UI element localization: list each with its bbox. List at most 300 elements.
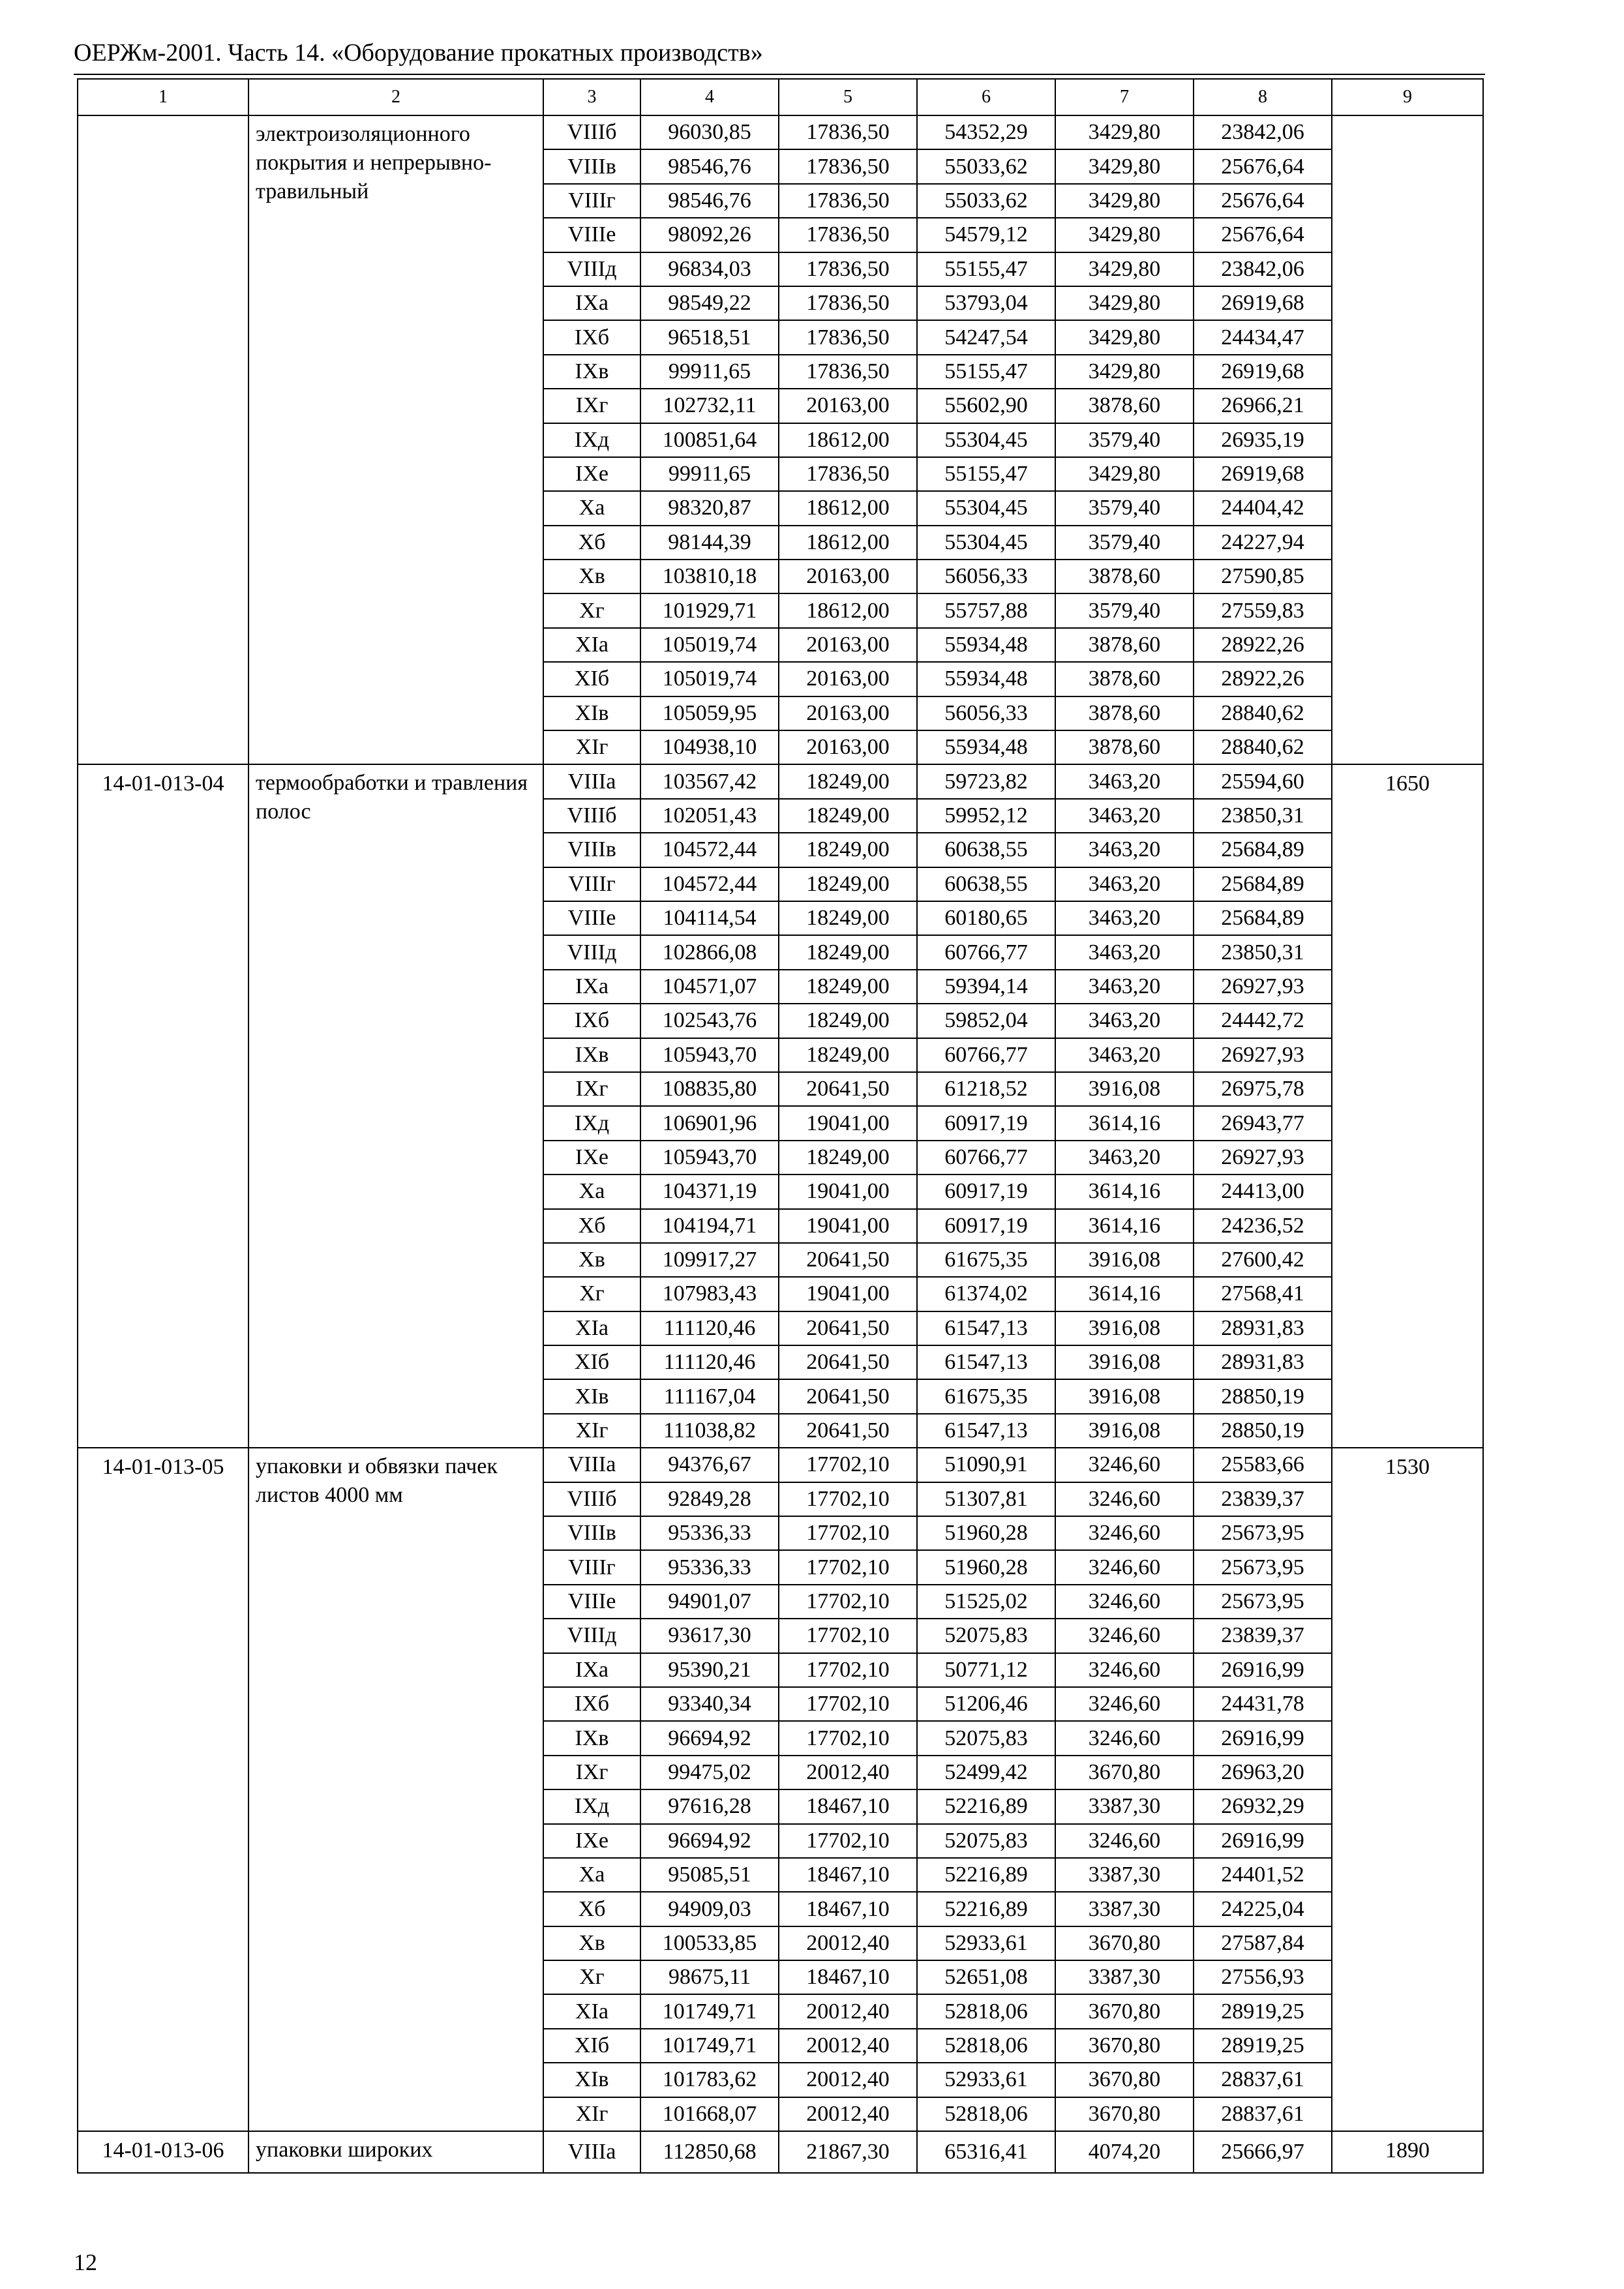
- machines-cell: 59852,04: [917, 1004, 1055, 1038]
- machines-cell: 51090,91: [917, 1448, 1055, 1482]
- wages-cell: 20163,00: [779, 730, 917, 764]
- region-cell: VIIIв: [543, 833, 640, 867]
- machines-cell: 55033,62: [917, 184, 1055, 218]
- total-cell: 96518,51: [640, 320, 779, 354]
- total-cell: 104194,71: [640, 1209, 779, 1243]
- materials-cell: 24225,04: [1194, 1892, 1332, 1926]
- materials-cell: 27600,42: [1194, 1243, 1332, 1277]
- item-name-cell: упаковки широких: [248, 2131, 543, 2173]
- total-cell: 111120,46: [640, 1311, 779, 1345]
- materials-cell: 26916,99: [1194, 1721, 1332, 1755]
- region-cell: XIа: [543, 1311, 640, 1345]
- region-cell: IXг: [543, 1072, 640, 1106]
- wages-cell: 20163,00: [779, 389, 917, 423]
- page-number: 12: [74, 2249, 97, 2275]
- column-9-cell: 1890: [1332, 2131, 1483, 2173]
- materials-cell: 26935,19: [1194, 423, 1332, 457]
- machinist-wages-cell: 3916,08: [1055, 1414, 1194, 1448]
- machinist-wages-cell: 3670,80: [1055, 2063, 1194, 2097]
- materials-cell: 23850,31: [1194, 799, 1332, 833]
- machinist-wages-cell: 3614,16: [1055, 1106, 1194, 1140]
- materials-cell: 25673,95: [1194, 1550, 1332, 1584]
- wages-cell: 17702,10: [779, 1824, 917, 1858]
- wages-cell: 18249,00: [779, 1004, 917, 1038]
- total-cell: 102051,43: [640, 799, 779, 833]
- column-header: 2: [248, 79, 543, 115]
- region-cell: XIв: [543, 696, 640, 730]
- machinist-wages-cell: 3670,80: [1055, 1756, 1194, 1789]
- total-cell: 97616,28: [640, 1789, 779, 1823]
- wages-cell: 20641,50: [779, 1379, 917, 1413]
- total-cell: 98144,39: [640, 526, 779, 560]
- machinist-wages-cell: 3916,08: [1055, 1345, 1194, 1379]
- materials-cell: 28919,25: [1194, 2029, 1332, 2063]
- machinist-wages-cell: 3246,60: [1055, 1687, 1194, 1721]
- machinist-wages-cell: 3579,40: [1055, 423, 1194, 457]
- wages-cell: 17836,50: [779, 218, 917, 252]
- machinist-wages-cell: 3387,30: [1055, 1892, 1194, 1926]
- header-rule: [74, 74, 1485, 75]
- wages-cell: 20641,50: [779, 1311, 917, 1345]
- column-header: 1: [78, 79, 248, 115]
- materials-cell: 26927,93: [1194, 1038, 1332, 1072]
- total-cell: 101749,71: [640, 2029, 779, 2063]
- wages-cell: 18249,00: [779, 764, 917, 798]
- materials-cell: 24434,47: [1194, 320, 1332, 354]
- region-cell: VIIIв: [543, 1516, 640, 1550]
- machines-cell: 52075,83: [917, 1824, 1055, 1858]
- machinist-wages-cell: 3429,80: [1055, 457, 1194, 491]
- materials-cell: 26975,78: [1194, 1072, 1332, 1106]
- materials-cell: 25684,89: [1194, 901, 1332, 935]
- total-cell: 101668,07: [640, 2097, 779, 2131]
- machinist-wages-cell: 3463,20: [1055, 935, 1194, 969]
- materials-cell: 28840,62: [1194, 696, 1332, 730]
- item-name-cell: термообработки и травления полос: [248, 764, 543, 1448]
- wages-cell: 17836,50: [779, 286, 917, 320]
- machines-cell: 54579,12: [917, 218, 1055, 252]
- machines-cell: 55155,47: [917, 252, 1055, 286]
- materials-cell: 28931,83: [1194, 1345, 1332, 1379]
- materials-cell: 23839,37: [1194, 1619, 1332, 1653]
- total-cell: 101929,71: [640, 593, 779, 627]
- machines-cell: 50771,12: [917, 1653, 1055, 1687]
- region-cell: IXг: [543, 1756, 640, 1789]
- wages-cell: 18467,10: [779, 1858, 917, 1892]
- machinist-wages-cell: 3429,80: [1055, 149, 1194, 183]
- region-cell: VIIIе: [543, 1585, 640, 1619]
- materials-cell: 27590,85: [1194, 560, 1332, 593]
- wages-cell: 20163,00: [779, 560, 917, 593]
- materials-cell: 23839,37: [1194, 1482, 1332, 1516]
- wages-cell: 18612,00: [779, 491, 917, 525]
- machinist-wages-cell: 3463,20: [1055, 1004, 1194, 1038]
- machines-cell: 53793,04: [917, 286, 1055, 320]
- machinist-wages-cell: 3387,30: [1055, 1858, 1194, 1892]
- machines-cell: 60180,65: [917, 901, 1055, 935]
- materials-cell: 25673,95: [1194, 1585, 1332, 1619]
- machinist-wages-cell: 3579,40: [1055, 593, 1194, 627]
- wages-cell: 17836,50: [779, 115, 917, 149]
- materials-cell: 25673,95: [1194, 1516, 1332, 1550]
- machines-cell: 55155,47: [917, 457, 1055, 491]
- machinist-wages-cell: 3246,60: [1055, 1585, 1194, 1619]
- table-row: [78, 2131, 1483, 2173]
- machinist-wages-cell: 3246,60: [1055, 1721, 1194, 1755]
- machinist-wages-cell: 3246,60: [1055, 1482, 1194, 1516]
- wages-cell: 18612,00: [779, 526, 917, 560]
- machines-cell: 55155,47: [917, 355, 1055, 389]
- machines-cell: 52818,06: [917, 2029, 1055, 2063]
- total-cell: 98320,87: [640, 491, 779, 525]
- materials-cell: 25583,66: [1194, 1448, 1332, 1482]
- column-9-cell: 1650: [1332, 764, 1483, 1448]
- total-cell: 106901,96: [640, 1106, 779, 1140]
- wages-cell: 17836,50: [779, 149, 917, 183]
- wages-cell: 18612,00: [779, 593, 917, 627]
- region-cell: IXв: [543, 1038, 640, 1072]
- materials-cell: 26943,77: [1194, 1106, 1332, 1140]
- machines-cell: 52933,61: [917, 2063, 1055, 2097]
- region-cell: Xг: [543, 1960, 640, 1994]
- machinist-wages-cell: 3670,80: [1055, 2097, 1194, 2131]
- machinist-wages-cell: 3878,60: [1055, 560, 1194, 593]
- region-cell: IXе: [543, 1141, 640, 1174]
- machines-cell: 55934,48: [917, 730, 1055, 764]
- materials-cell: 26927,93: [1194, 1141, 1332, 1174]
- machinist-wages-cell: 3463,20: [1055, 1141, 1194, 1174]
- machines-cell: 51960,28: [917, 1550, 1055, 1584]
- total-cell: 95085,51: [640, 1858, 779, 1892]
- wages-cell: 19041,00: [779, 1174, 917, 1208]
- materials-cell: 26919,68: [1194, 355, 1332, 389]
- machines-cell: 61547,13: [917, 1414, 1055, 1448]
- machinist-wages-cell: 3878,60: [1055, 696, 1194, 730]
- machinist-wages-cell: 3916,08: [1055, 1311, 1194, 1345]
- wages-cell: 18249,00: [779, 970, 917, 1004]
- column-header: 7: [1055, 79, 1194, 115]
- materials-cell: 28922,26: [1194, 662, 1332, 696]
- region-cell: IXб: [543, 1687, 640, 1721]
- region-cell: XIа: [543, 1994, 640, 2028]
- machinist-wages-cell: 3878,60: [1055, 730, 1194, 764]
- machinist-wages-cell: 3246,60: [1055, 1448, 1194, 1482]
- total-cell: 96694,92: [640, 1721, 779, 1755]
- wages-cell: 17702,10: [779, 1482, 917, 1516]
- page-header: ОЕРЖм-2001. Часть 14. «Оборудование прокатных производств»: [74, 39, 763, 67]
- materials-cell: 27568,41: [1194, 1277, 1332, 1311]
- total-cell: 103567,42: [640, 764, 779, 798]
- total-cell: 104371,19: [640, 1174, 779, 1208]
- wages-cell: 18249,00: [779, 1141, 917, 1174]
- machinist-wages-cell: 3670,80: [1055, 1926, 1194, 1960]
- total-cell: 111038,82: [640, 1414, 779, 1448]
- machines-cell: 61547,13: [917, 1345, 1055, 1379]
- machines-cell: 55602,90: [917, 389, 1055, 423]
- region-cell: IXа: [543, 970, 640, 1004]
- machinist-wages-cell: 3916,08: [1055, 1379, 1194, 1413]
- region-cell: Xв: [543, 1926, 640, 1960]
- region-cell: IXд: [543, 423, 640, 457]
- region-cell: Xа: [543, 491, 640, 525]
- total-cell: 105019,74: [640, 662, 779, 696]
- machinist-wages-cell: 3463,20: [1055, 799, 1194, 833]
- machines-cell: 54247,54: [917, 320, 1055, 354]
- column-9-cell: 1530: [1332, 1448, 1483, 2131]
- item-code-cell: 14-01-013-06: [78, 2131, 248, 2173]
- materials-cell: 27556,93: [1194, 1960, 1332, 1994]
- machinist-wages-cell: 3246,60: [1055, 1653, 1194, 1687]
- materials-cell: 25676,64: [1194, 149, 1332, 183]
- wages-cell: 18467,10: [779, 1789, 917, 1823]
- total-cell: 104938,10: [640, 730, 779, 764]
- machinist-wages-cell: 3246,60: [1055, 1824, 1194, 1858]
- wages-cell: 18467,10: [779, 1892, 917, 1926]
- machinist-wages-cell: 3429,80: [1055, 286, 1194, 320]
- wages-cell: 20012,40: [779, 2097, 917, 2131]
- region-cell: VIIIг: [543, 1550, 640, 1584]
- column-header: 9: [1332, 79, 1483, 115]
- machines-cell: 52075,83: [917, 1721, 1055, 1755]
- wages-cell: 18249,00: [779, 935, 917, 969]
- total-cell: 104572,44: [640, 867, 779, 901]
- wages-cell: 17836,50: [779, 252, 917, 286]
- materials-cell: 25666,97: [1194, 2131, 1332, 2173]
- total-cell: 105943,70: [640, 1038, 779, 1072]
- machinist-wages-cell: 3916,08: [1055, 1072, 1194, 1106]
- machines-cell: 52499,42: [917, 1756, 1055, 1789]
- total-cell: 96694,92: [640, 1824, 779, 1858]
- wages-cell: 17836,50: [779, 457, 917, 491]
- machines-cell: 55304,45: [917, 423, 1055, 457]
- total-cell: 96834,03: [640, 252, 779, 286]
- materials-cell: 28840,62: [1194, 730, 1332, 764]
- machines-cell: 60766,77: [917, 935, 1055, 969]
- materials-cell: 25684,89: [1194, 833, 1332, 867]
- total-cell: 96030,85: [640, 115, 779, 149]
- machines-cell: 55934,48: [917, 628, 1055, 662]
- materials-cell: 26966,21: [1194, 389, 1332, 423]
- region-cell: IXд: [543, 1106, 640, 1140]
- machines-cell: 52818,06: [917, 1994, 1055, 2028]
- region-cell: IXв: [543, 1721, 640, 1755]
- materials-cell: 25684,89: [1194, 867, 1332, 901]
- materials-cell: 27587,84: [1194, 1926, 1332, 1960]
- materials-cell: 24413,00: [1194, 1174, 1332, 1208]
- wages-cell: 21867,30: [779, 2131, 917, 2173]
- machines-cell: 59952,12: [917, 799, 1055, 833]
- wages-cell: 20012,40: [779, 1926, 917, 1960]
- column-header: 8: [1194, 79, 1332, 115]
- item-name-cell: электроизоляционного покрытия и непрерывно-травильный: [248, 115, 543, 764]
- machinist-wages-cell: 3670,80: [1055, 1994, 1194, 2028]
- total-cell: 98546,76: [640, 149, 779, 183]
- region-cell: XIг: [543, 730, 640, 764]
- machinist-wages-cell: 3463,20: [1055, 970, 1194, 1004]
- wages-cell: 19041,00: [779, 1106, 917, 1140]
- machines-cell: 60917,19: [917, 1209, 1055, 1243]
- total-cell: 102866,08: [640, 935, 779, 969]
- machines-cell: 61675,35: [917, 1243, 1055, 1277]
- machines-cell: 61675,35: [917, 1379, 1055, 1413]
- materials-cell: 28922,26: [1194, 628, 1332, 662]
- machines-cell: 61374,02: [917, 1277, 1055, 1311]
- total-cell: 100533,85: [640, 1926, 779, 1960]
- machines-cell: 55934,48: [917, 662, 1055, 696]
- wages-cell: 18249,00: [779, 833, 917, 867]
- wages-cell: 20163,00: [779, 628, 917, 662]
- machines-cell: 52651,08: [917, 1960, 1055, 1994]
- machines-cell: 52818,06: [917, 2097, 1055, 2131]
- wages-cell: 17702,10: [779, 1687, 917, 1721]
- region-cell: IXб: [543, 1004, 640, 1038]
- materials-cell: 25676,64: [1194, 218, 1332, 252]
- machines-cell: 55033,62: [917, 149, 1055, 183]
- materials-cell: 23850,31: [1194, 935, 1332, 969]
- region-cell: VIIIд: [543, 252, 640, 286]
- region-cell: XIв: [543, 1379, 640, 1413]
- wages-cell: 17702,10: [779, 1721, 917, 1755]
- wages-cell: 18249,00: [779, 901, 917, 935]
- total-cell: 94901,07: [640, 1585, 779, 1619]
- materials-cell: 24227,94: [1194, 526, 1332, 560]
- machines-cell: 59723,82: [917, 764, 1055, 798]
- machinist-wages-cell: 3579,40: [1055, 526, 1194, 560]
- materials-cell: 23842,06: [1194, 252, 1332, 286]
- region-cell: VIIIа: [543, 2131, 640, 2173]
- wages-cell: 17702,10: [779, 1516, 917, 1550]
- region-cell: VIIIб: [543, 1482, 640, 1516]
- column-header: 3: [543, 79, 640, 115]
- machines-cell: 61218,52: [917, 1072, 1055, 1106]
- region-cell: IXа: [543, 1653, 640, 1687]
- region-cell: IXд: [543, 1789, 640, 1823]
- wages-cell: 20012,40: [779, 2029, 917, 2063]
- table-row: [78, 764, 1483, 798]
- machines-cell: 55304,45: [917, 491, 1055, 525]
- machinist-wages-cell: 3429,80: [1055, 115, 1194, 149]
- materials-cell: 26932,29: [1194, 1789, 1332, 1823]
- wages-cell: 19041,00: [779, 1277, 917, 1311]
- region-cell: XIб: [543, 1345, 640, 1379]
- total-cell: 92849,28: [640, 1482, 779, 1516]
- wages-cell: 18612,00: [779, 423, 917, 457]
- wages-cell: 17836,50: [779, 184, 917, 218]
- region-cell: IXг: [543, 389, 640, 423]
- wages-cell: 20641,50: [779, 1243, 917, 1277]
- region-cell: XIг: [543, 1414, 640, 1448]
- region-cell: VIIIд: [543, 1619, 640, 1653]
- region-cell: VIIIе: [543, 901, 640, 935]
- machinist-wages-cell: 3878,60: [1055, 628, 1194, 662]
- machinist-wages-cell: 3614,16: [1055, 1209, 1194, 1243]
- machinist-wages-cell: 3429,80: [1055, 218, 1194, 252]
- total-cell: 93340,34: [640, 1687, 779, 1721]
- materials-cell: 28931,83: [1194, 1311, 1332, 1345]
- machinist-wages-cell: 3614,16: [1055, 1277, 1194, 1311]
- total-cell: 94909,03: [640, 1892, 779, 1926]
- machines-cell: 52216,89: [917, 1858, 1055, 1892]
- total-cell: 98546,76: [640, 184, 779, 218]
- region-cell: XIб: [543, 2029, 640, 2063]
- region-cell: Xб: [543, 1209, 640, 1243]
- wages-cell: 20641,50: [779, 1072, 917, 1106]
- region-cell: Xг: [543, 1277, 640, 1311]
- region-cell: VIIIа: [543, 764, 640, 798]
- total-cell: 95336,33: [640, 1550, 779, 1584]
- wages-cell: 20012,40: [779, 1994, 917, 2028]
- column-9-cell: [1332, 115, 1483, 764]
- machinist-wages-cell: 3463,20: [1055, 833, 1194, 867]
- materials-cell: 26916,99: [1194, 1824, 1332, 1858]
- materials-cell: 26916,99: [1194, 1653, 1332, 1687]
- materials-cell: 24404,42: [1194, 491, 1332, 525]
- machines-cell: 52216,89: [917, 1892, 1055, 1926]
- wages-cell: 20012,40: [779, 1756, 917, 1789]
- total-cell: 98675,11: [640, 1960, 779, 1994]
- machinist-wages-cell: 3670,80: [1055, 2029, 1194, 2063]
- region-cell: XIв: [543, 2063, 640, 2097]
- total-cell: 102543,76: [640, 1004, 779, 1038]
- machines-cell: 60917,19: [917, 1174, 1055, 1208]
- total-cell: 108835,80: [640, 1072, 779, 1106]
- region-cell: VIIIг: [543, 184, 640, 218]
- machinist-wages-cell: 3387,30: [1055, 1960, 1194, 1994]
- region-cell: Xб: [543, 526, 640, 560]
- region-cell: XIг: [543, 2097, 640, 2131]
- machinist-wages-cell: 3916,08: [1055, 1243, 1194, 1277]
- total-cell: 99911,65: [640, 457, 779, 491]
- region-cell: VIIIг: [543, 867, 640, 901]
- total-cell: 103810,18: [640, 560, 779, 593]
- total-cell: 98092,26: [640, 218, 779, 252]
- materials-cell: 26919,68: [1194, 286, 1332, 320]
- machines-cell: 55757,88: [917, 593, 1055, 627]
- materials-cell: 28850,19: [1194, 1379, 1332, 1413]
- item-code-cell: 14-01-013-04: [78, 764, 248, 1448]
- machines-cell: 61547,13: [917, 1311, 1055, 1345]
- wages-cell: 18249,00: [779, 1038, 917, 1072]
- machinist-wages-cell: 3878,60: [1055, 662, 1194, 696]
- wages-cell: 17836,50: [779, 320, 917, 354]
- region-cell: IXа: [543, 286, 640, 320]
- region-cell: Xв: [543, 1243, 640, 1277]
- machinist-wages-cell: 3246,60: [1055, 1619, 1194, 1653]
- region-cell: VIIIв: [543, 149, 640, 183]
- materials-cell: 24431,78: [1194, 1687, 1332, 1721]
- machinist-wages-cell: 3246,60: [1055, 1550, 1194, 1584]
- machines-cell: 60766,77: [917, 1038, 1055, 1072]
- table-row: [78, 1448, 1483, 1482]
- wages-cell: 20641,50: [779, 1345, 917, 1379]
- machines-cell: 65316,41: [917, 2131, 1055, 2173]
- total-cell: 111120,46: [640, 1345, 779, 1379]
- item-name-cell: упаковки и обвязки пачек листов 4000 мм: [248, 1448, 543, 2131]
- machines-cell: 51960,28: [917, 1516, 1055, 1550]
- wages-cell: 20012,40: [779, 2063, 917, 2097]
- machinist-wages-cell: 3246,60: [1055, 1516, 1194, 1550]
- table-row: [78, 115, 1483, 149]
- column-header: 6: [917, 79, 1055, 115]
- machines-cell: 52933,61: [917, 1926, 1055, 1960]
- region-cell: Xа: [543, 1174, 640, 1208]
- total-cell: 98549,22: [640, 286, 779, 320]
- wages-cell: 20163,00: [779, 662, 917, 696]
- total-cell: 100851,64: [640, 423, 779, 457]
- wages-cell: 17702,10: [779, 1448, 917, 1482]
- region-cell: Xа: [543, 1858, 640, 1892]
- total-cell: 101783,62: [640, 2063, 779, 2097]
